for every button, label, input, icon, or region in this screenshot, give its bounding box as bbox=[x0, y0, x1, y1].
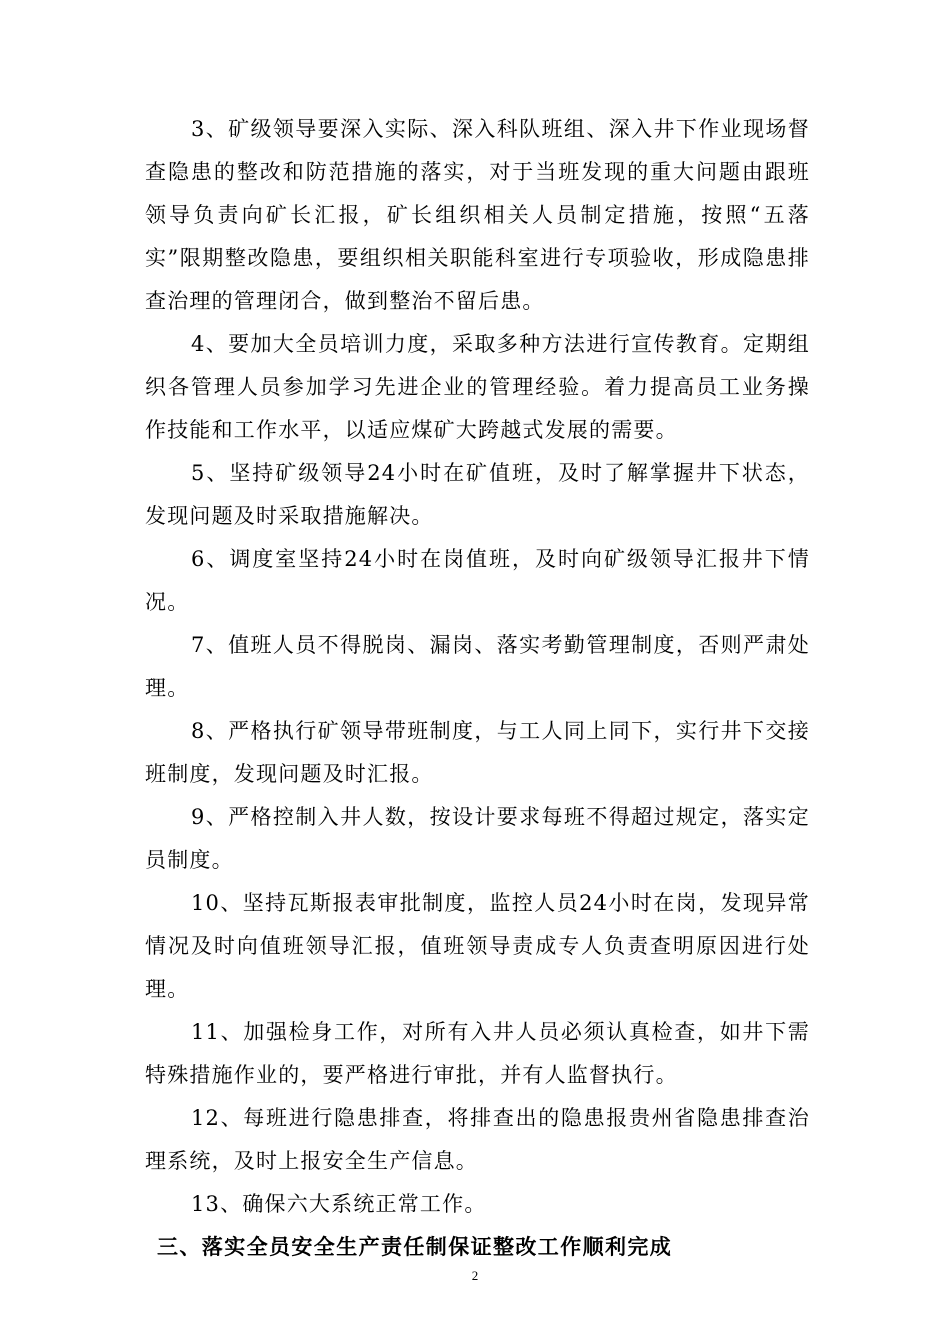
paragraph-item-3: 3、矿级领导要深入实际、深入科队班组、深入井下作业现场督查隐患的整改和防范措施的落实，对于当班发现的重大问题由跟班领导负责向矿长汇报，矿长组织相关人员制定措施，按照“五落实”限期整改隐患，要组织相关职能科室进行专项验收，形成隐患排查治理的管理闭合，做到整治不留后患。 bbox=[145, 117, 810, 313]
paragraph-item-8: 8、严格执行矿领导带班制度，与工人同上同下，实行井下交接班制度，发现问题及时汇报。 bbox=[145, 719, 810, 786]
paragraph-item-12: 12、每班进行隐患排查，将排查出的隐患报贵州省隐患排查治理系统，及时上报安全生产信息。 bbox=[145, 1106, 810, 1173]
paragraph-item-11: 11、加强检身工作，对所有入井人员必须认真检查，如井下需特殊措施作业的，要严格进行审批，并有人监督执行。 bbox=[145, 1020, 810, 1087]
paragraph-item-9: 9、严格控制入井人数，按设计要求每班不得超过规定，落实定员制度。 bbox=[145, 805, 810, 872]
page-body bbox=[145, 108, 810, 1269]
paragraph-item-6: 6、调度室坚持24小时在岗值班，及时向矿级领导汇报井下情况。 bbox=[145, 547, 810, 614]
paragraph-item-10: 10、坚持瓦斯报表审批制度，监控人员24小时在岗，发现异常情况及时向值班领导汇报，值班领导责成专人负责查明原因进行处理。 bbox=[145, 891, 810, 1001]
paragraph-item-4: 4、要加大全员培训力度，采取多种方法进行宣传教育。定期组织各管理人员参加学习先进企业的管理经验。着力提高员工业务操作技能和工作水平，以适应煤矿大跨越式发展的需要。 bbox=[145, 332, 810, 442]
section-heading: 三、落实全员安全生产责任制保证整改工作顺利完成 bbox=[157, 1235, 673, 1259]
paragraph-item-13: 13、确保六大系统正常工作。 bbox=[191, 1192, 487, 1216]
paragraph-item-7: 7、值班人员不得脱岗、漏岗、落实考勤管理制度，否则严肃处理。 bbox=[145, 633, 810, 700]
paragraph-item-5: 5、坚持矿级领导24小时在矿值班，及时了解掌握井下状态，发现问题及时采取措施解决。 bbox=[145, 461, 810, 528]
page-number: 2 bbox=[471, 1268, 479, 1283]
